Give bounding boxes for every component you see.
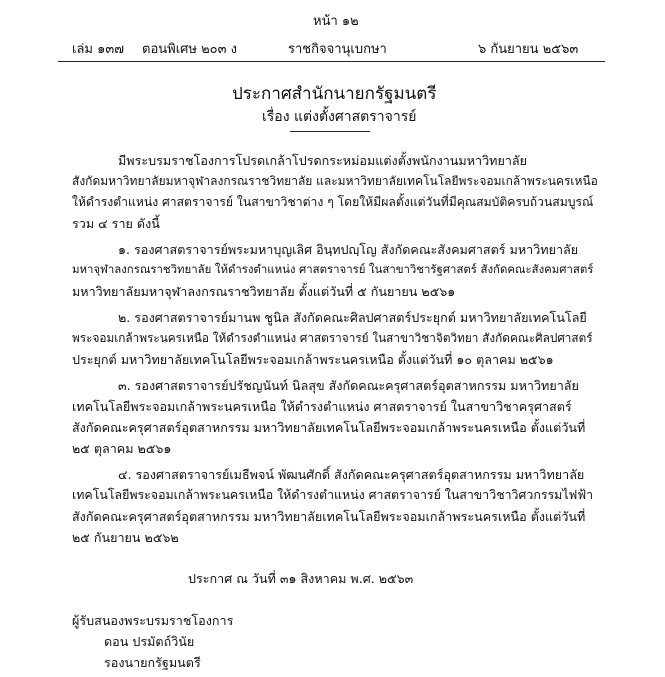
intro-line: รวม ๔ ราย ดังนี้ — [72, 216, 160, 231]
page-number: หน้า ๑๒ — [313, 14, 359, 29]
intro-line: ให้ดำรงตำแหน่ง ศาสตราจารย์ ในสาขาวิชาต่าง ๆ โดยให้มีผลตั้งแต่วันที่มีคุณสมบัติครบถ้วนสมบูรณ์ — [72, 195, 594, 209]
item-line: มหาจุฬาลงกรณราชวิทยาลัย ให้ดำรงตำแหน่ง ศาสตราจารย์ ในสาขาวิชารัฐศาสตร์ สังกัดคณะสังคมศาสตร์ — [72, 262, 594, 276]
document-title: ประกาศสำนักนายกรัฐมนตรี — [232, 84, 437, 104]
item-line: สังกัดคณะครุศาสตร์อุตสาหกรรม มหาวิทยาลัยเทคโนโลยีพระจอมเกล้าพระนครเหนือ ตั้งแต่วันที่ — [72, 420, 586, 435]
gazette-name: ราชกิจจานุเบกษา — [288, 42, 387, 57]
item-line: ประยุกต์ มหาวิทยาลัยเทคโนโลยีพระจอมเกล้าพระนครเหนือ ตั้งแต่วันที่ ๑๐ ตุลาคม ๒๕๖๑ — [72, 352, 554, 367]
gazette-volume: เล่ม ๑๓๗ — [72, 42, 125, 57]
intro-line: สังกัดมหาวิทยาลัยมหาจุฬาลงกรณราชวิทยาลัย และมหาวิทยาลัยเทคโนโลยีพระจอมเกล้าพระนครเหนือ — [72, 174, 598, 188]
item-line: ๓. รองศาสตราจารย์ปรัชญนันท์ นิลสุข สังกัดคณะครุศาสตร์อุตสาหกรรม มหาวิทยาลัย — [118, 378, 579, 393]
title-divider — [290, 131, 370, 132]
document-subject: เรื่อง แต่งตั้งศาสตราจารย์ — [262, 109, 417, 125]
countersign-label: ผู้รับสนองพระบรมราชโองการ — [72, 613, 234, 628]
intro-line: มีพระบรมราชโองการโปรดเกล้าโปรดกระหม่อมแต่งตั้งพนักงานมหาวิทยาลัย — [118, 153, 527, 168]
item-line: ๒. รองศาสตราจารย์มานพ ชูนิล สังกัดคณะศิลปศาสตร์ประยุกต์ มหาวิทยาลัยเทคโนโลยี — [118, 310, 587, 325]
item-line: มหาวิทยาลัยมหาจุฬาลงกรณราชวิทยาลัย ตั้งแต่วันที่ ๕ กันยายน ๒๕๖๑ — [72, 284, 456, 299]
item-line: เทคโนโลยีพระจอมเกล้าพระนครเหนือ ให้ดำรงตำแหน่ง ศาสตราจารย์ ในสาขาวิชาวิศวกรรมไฟฟ้า — [72, 487, 594, 502]
signatory-name: ดอน ปรมัตถ์วินัย — [104, 634, 195, 649]
item-line: เทคโนโลยีพระจอมเกล้าพระนครเหนือ ให้ดำรงตำแหน่ง ศาสตราจารย์ ในสาขาวิชาครุศาสตร์ — [72, 399, 572, 414]
gazette-date: ๖ กันยายน ๒๕๖๓ — [478, 42, 579, 57]
gazette-issue: ตอนพิเศษ ๒๐๓ ง — [142, 42, 237, 57]
item-line: ๒๕ ตุลาคม ๒๕๖๑ — [72, 441, 172, 456]
item-line: พระจอมเกล้าพระนครเหนือ ให้ดำรงตำแหน่ง ศาสตราจารย์ ในสาขาวิชาจิตวิทยา สังกัดคณะศิลปศาสตร์ — [72, 331, 593, 345]
item-line: ๔. รองศาสตราจารย์เมธีพจน์ พัฒนศักดิ์ สังกัดคณะครุศาสตร์อุตสาหกรรม มหาวิทยาลัย — [118, 467, 585, 482]
announcement-date: ประกาศ ณ วันที่ ๓๑ สิงหาคม พ.ศ. ๒๕๖๓ — [188, 571, 414, 586]
signatory-position: รองนายกรัฐมนตรี — [104, 655, 201, 670]
item-line: สังกัดคณะครุศาสตร์อุตสาหกรรม มหาวิทยาลัยเทคโนโลยีพระจอมเกล้าพระนครเหนือ ตั้งแต่วันที่ — [72, 509, 586, 524]
item-line: ๒๕ กันยายน ๒๕๖๒ — [72, 530, 179, 545]
header-rule — [58, 61, 605, 62]
item-line: ๑. รองศาสตราจารย์พระมหาบุญเลิศ อินฺทปญฺโญ สังกัดคณะสังคมศาสตร์ มหาวิทยาลัย — [118, 242, 579, 257]
